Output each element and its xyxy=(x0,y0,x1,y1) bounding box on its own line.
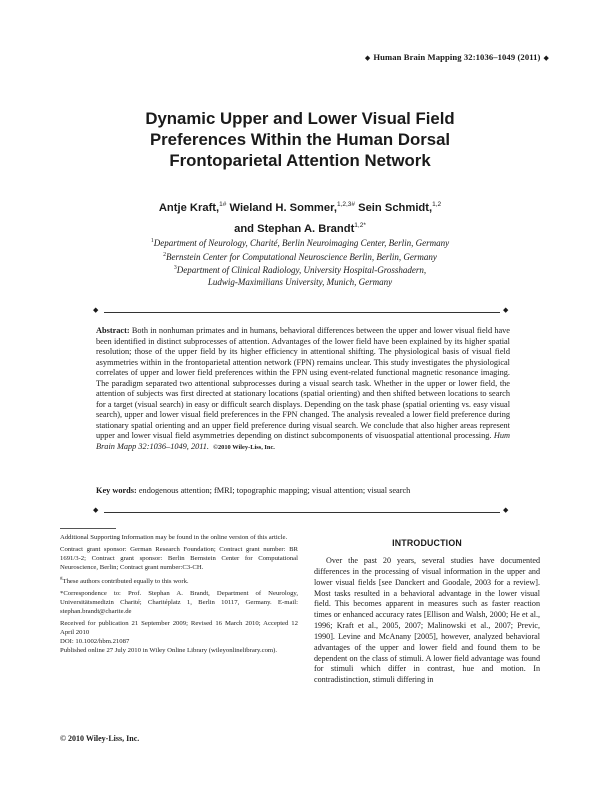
introduction-body xyxy=(314,556,540,686)
diamond-ornament-icon: ◆ xyxy=(503,306,509,314)
footnote: *Correspondence to: Prof. Stephan A. Brandt, Department of Neurology, Universitätsmedizin Charité; Charitéplatz 1, Berlin 10117, Germany. E-mail: stephan.brandt@charite.de xyxy=(60,590,298,616)
footnote: #These authors contributed equally to this work. xyxy=(60,577,189,586)
abstract-copyright: ©2010 Wiley-Liss, Inc. xyxy=(213,444,275,452)
affiliation-line: Ludwig-Maximilians University, Munich, Germany xyxy=(207,276,393,287)
keywords-label: Key words: xyxy=(96,486,137,495)
author-name: Antje Kraft, xyxy=(158,202,220,214)
author-affiliation-marker: 1,2,3# xyxy=(336,201,356,208)
divider xyxy=(104,312,500,313)
affiliation-line: $^1$Department of Neurology, Charité, Berlin Neuroimaging Center, Berlin, Germany xyxy=(150,238,450,248)
footnote: Received for publication 21 September 2009; Revised 16 March 2010; Accepted 12 April 2010 xyxy=(60,620,298,637)
author-affiliation-marker: 1# xyxy=(219,201,227,208)
divider xyxy=(104,512,500,513)
author-list xyxy=(60,196,540,238)
title-line: Frontoparietal Attention Network xyxy=(169,151,431,170)
footnote-rule xyxy=(60,528,116,529)
title-line: Preferences Within the Human Dorsal xyxy=(149,130,451,149)
diamond-ornament-icon: ◆ xyxy=(93,506,99,514)
footnotes xyxy=(60,534,298,659)
author-name: Wieland H. Sommer, xyxy=(229,202,337,214)
footnote: DOI: 10.1002/hbm.21087 xyxy=(60,638,130,646)
footnote: Additional Supporting Information may be found in the online version of this article. xyxy=(60,534,288,541)
diamond-ornament-icon: ◆ xyxy=(503,506,509,514)
journal-citation: Human Brain Mapping 32:1036–1049 (2011) xyxy=(373,52,541,62)
title-line: Dynamic Upper and Lower Visual Field xyxy=(145,109,455,128)
footer-copyright: © 2010 Wiley-Liss, Inc. xyxy=(60,734,140,743)
abstract-label: Abstract: xyxy=(96,326,130,335)
diamond-ornament-icon: ◆ xyxy=(93,306,99,314)
paragraph: Over the past 20 years, several studies have documented differences in the processing of visual information in the upper and lower visual fields [see Danckert and Goodale, 2003 for a review]. Most tasks resulted in a behavioral advantage in the lower visual field. This becomes apparent in measures such as faster reaction times or enhanced accuracy rates [Ellison and Walsh, 2000; He et al., 1996; Kraft et al., 2005, 2007; Malinowski et al., 2007; Previc, 1990]. Levine and McAnany [2005], however, analyzed behavioral advantages of the upper and lower field and found them to be dependent on the class of stimuli. A lower field advantage was found for stimuli which differ in contrast, hue and motion. In contradistinction, stimuli differing in xyxy=(314,556,540,685)
diamond-ornament-icon: ◆ xyxy=(543,54,549,62)
abstract xyxy=(96,326,510,454)
article-title xyxy=(60,108,540,171)
affiliations xyxy=(60,236,540,288)
abstract-body: Both in nonhuman primates and in humans, behavioral differences between the upper and lower visual field have been identified in distinct subprocesses of attention. Advantages of the lower field have been explained by its higher spatial resolution; those of the upper field by its higher efficiency in attentional shifting. The physiological basis of visual field asymmetries within in the frontoparietal attention network (FPN) remains unclear. This study investigates the physiological correlates of upper and lower field preferences within the FPN using event-related functional magnetic resonance imaging. The paradigm separated two attentional subprocesses during a visual search task. Whether in the upper or lower field, the attention of subjects was first directed at stationary locations (spatial orienting) and then shifted between locations to search for a target (visual search) in easy or difficult search displays. Depending on the task phase (spatial orienting vs. easy visual search), upper and lower visual field preferences in the FPN changed. The analysis revealed a lower field preference during stationary spatial orienting and an upper field preference during visual search. We conclude that also higher areas represent upper and lower visual field asymmetries depending on distinct subcomponents of visuospatial attentional processing. xyxy=(96,326,510,441)
keywords xyxy=(96,486,510,495)
keywords-text: endogenous attention; fMRI; topographic mapping; visual attention; visual search xyxy=(138,486,411,495)
diamond-ornament-icon: ◆ xyxy=(364,54,371,62)
author-name: Sein Schmidt, xyxy=(358,202,433,214)
running-header xyxy=(362,52,552,62)
affiliation-line: $^2$Bernstein Center for Computational Neuroscience Berlin, Berlin, Germany xyxy=(163,251,437,262)
author-affiliation-marker: 1,2* xyxy=(354,222,366,229)
section-heading: INTRODUCTION xyxy=(392,538,462,548)
author-affiliation-marker: 1,2 xyxy=(432,201,442,208)
affiliation-line: $^3$Department of Clinical Radiology, University Hospital-Grosshadern, xyxy=(173,265,427,276)
footnote: Published online 27 July 2010 in Wiley Online Library (wileyonlinelibrary.com). xyxy=(60,647,278,655)
abstract-citation: Hum Brain Mapp 32:1036–1049, 2011. xyxy=(96,431,511,452)
author-name: and Stephan A. Brandt xyxy=(234,223,355,235)
footnote: Contract grant sponsor: German Research Foundation; Contract grant number: BR 1691/3-2; Contract grant sponsor: Berlin Bernstein Center for Computational Neuroscience, Berlin; Contract grant number:C3-CH. xyxy=(60,546,298,572)
